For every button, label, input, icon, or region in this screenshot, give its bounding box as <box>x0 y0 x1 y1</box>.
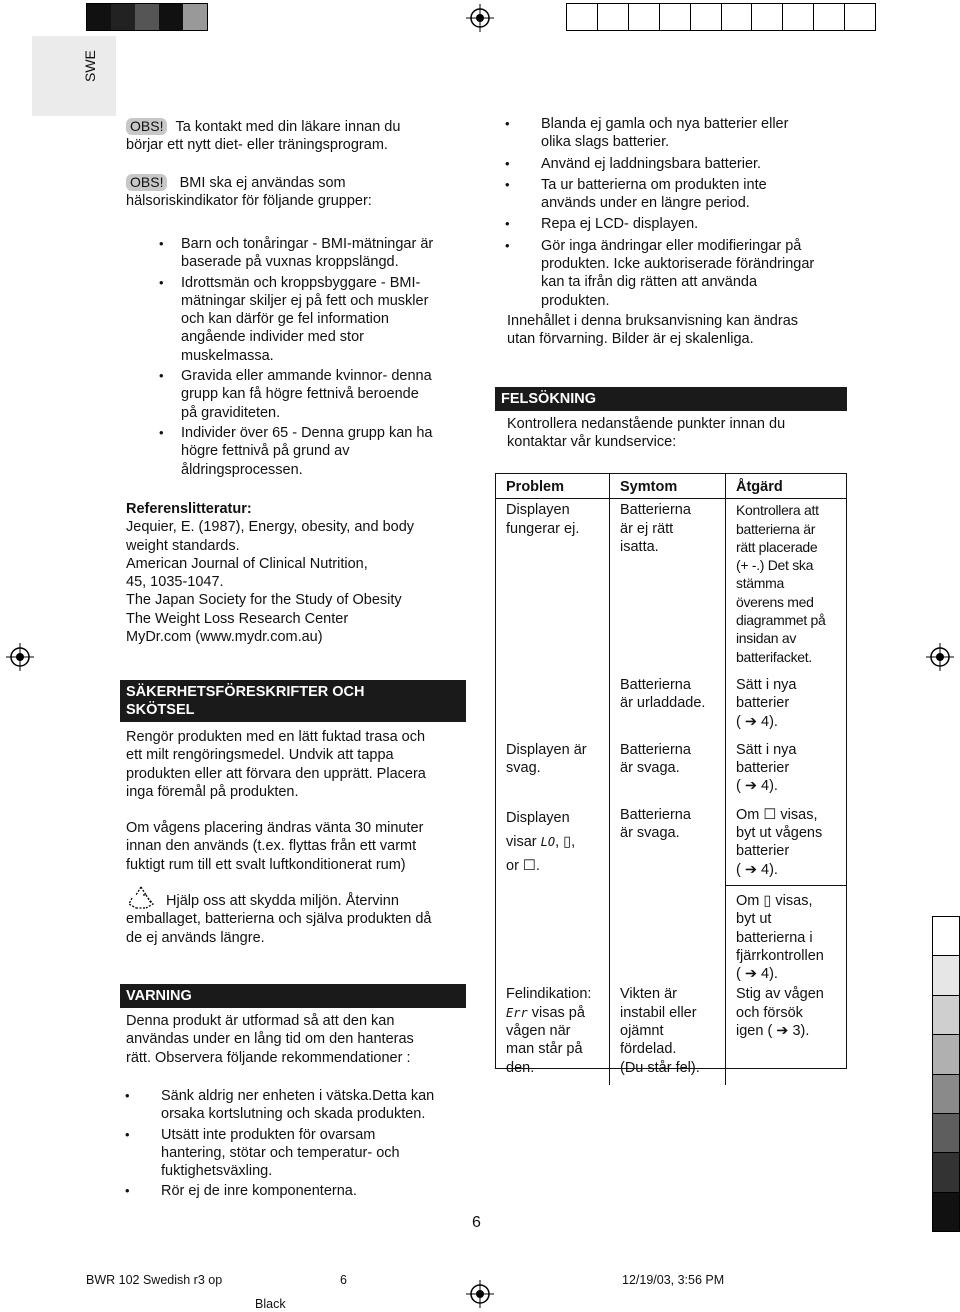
obs2-line2: hälsoriskindikator för följande grupper: <box>126 193 372 210</box>
lcd-err-icon: Err <box>506 1005 528 1020</box>
list-item: • Repa ej LCD- displayen. <box>505 216 699 233</box>
warning-list <box>125 1087 461 1201</box>
list-item: • Gör inga ändringar eller modifieringar på produkten. Icke auktoriserade förändringar kan ta ifrån dig rätten att använda produkten. <box>505 237 815 309</box>
registration-mark-right <box>926 643 954 671</box>
list-item: • Individer över 65 - Denna grupp kan ha högre fettnivå på grund av åldringsprocessen. <box>159 424 433 478</box>
language-tab <box>32 36 116 116</box>
safety-section-header: SÄKERHETSFÖRESKRIFTER OCH SKÖTSEL <box>120 680 466 722</box>
column-header-problem: Problem <box>496 474 610 499</box>
page-number: 6 <box>472 1214 481 1231</box>
obs-note-2 <box>126 174 466 211</box>
warning-section-header: VARNING <box>120 984 466 1008</box>
top-color-bar-right <box>566 3 876 31</box>
bmi-groups-list <box>159 235 471 479</box>
column-header-symptom: Symtom <box>610 474 726 499</box>
table-row: Displayen fungerar ej. Batterierna är ej rätt isatta. Kontrollera att batterierna är rätt placerade (+ -.) Det ska stämma överens med diagrammet på insidan av batterifacket. <box>496 499 846 674</box>
list-item: • Utsätt inte produkten för ovarsam hantering, stötar och temperatur- och fuktighetsväxling. <box>125 1126 400 1180</box>
references: Referenslitteratur: Jequier, E. (1987), Energy, obesity, and body weight standards. American Journal of Clinical Nutrition, 45, 1035-1047. The Japan Society for the Study of Obesity The Weight Loss Research Center MyDr.com (www.mydr.com.au) <box>126 500 466 646</box>
scale-battery-icon: ☐ <box>763 806 777 823</box>
scale-battery-icon: ☐ <box>522 857 536 874</box>
battery-list <box>505 115 861 310</box>
top-color-bar-left <box>86 3 208 31</box>
table-row: Batterierna är urladdade. Sätt i nya batterier ( ➔ 4). <box>496 674 846 739</box>
list-item: • Använd ej laddningsbara batterier. <box>505 155 762 172</box>
warning-text: Denna produkt är utformad så att den kan användas under en lång tid om den hanteras rätt. Observera följande rekommendationer : <box>126 1013 414 1066</box>
list-item: • Blanda ej gamla och nya batterier eller olika slags batterier. <box>505 116 789 151</box>
safety-paragraph-1: Rengör produkten med en lätt fuktad trasa och ett milt rengöringsmedel. Undvik att tappa produkten eller att förvara den upprätt. Placera inga föremål på produkten. <box>126 729 426 800</box>
troubleshooting-intro: Kontrollera nedanstående punkter innan du kontaktar vår kundservice: <box>507 416 786 451</box>
safety-paragraph-2: Om vågens placering ändras vänta 30 minuter innan den används (t.ex. flyttas från ett varmt fuktigt rum till ett svalt luftkonditionerat rum) <box>126 820 424 873</box>
obs1-line1: Ta kontakt med din läkare innan du <box>175 119 401 135</box>
list-item: • Sänk aldrig ner enheten i vätska.Detta kan orsaka kortslutning och skada produkten. <box>125 1088 435 1123</box>
side-color-bar <box>932 916 960 1232</box>
obs2-line1: BMI ska ej användas som <box>179 175 346 191</box>
footer-page: 6 <box>340 1273 347 1287</box>
registration-mark-bottom <box>466 1280 494 1308</box>
obs-badge: OBS! <box>126 174 167 191</box>
list-item: • Idrottsmän och kroppsbyggare - BMI- mätningar skiljer ej på fett och muskler och kan därför ge fel information angående individer med stor muskelmassa. <box>159 274 429 364</box>
obs-note-1 <box>126 118 466 155</box>
notice-text: Innehållet i denna bruksanvisning kan ändras utan förvarning. Bilder är ej skalenliga. <box>507 313 799 348</box>
table-row: Displayen visar LO, ▯, or ☐. Batterierna är svaga. Om ☐ visas, byt ut vågens batterier ( ➔ 4). Om ▯ visas, byt ut batterierna i fjärrkontrollen ( ➔ 4). <box>496 804 846 984</box>
obs1-line2: börjar ett nytt diet- eller träningsprogram. <box>126 137 388 154</box>
column-header-action: Åtgärd <box>726 474 847 499</box>
remote-battery-icon: ▯ <box>563 833 572 850</box>
registration-mark-top <box>466 4 494 32</box>
obs-badge: OBS! <box>126 118 167 135</box>
references-title: Referenslitteratur: <box>126 501 252 517</box>
list-item: • Ta ur batterierna om produkten inte används under en längre period. <box>505 176 767 212</box>
list-item: • Barn och tonåringar - BMI-mätningar är baserade på vuxnas kroppslängd. <box>159 236 434 271</box>
troubleshooting-header: FELSÖKNING <box>495 387 847 411</box>
footer-color: Black <box>255 1297 286 1311</box>
footer-date: 12/19/03, 3:56 PM <box>622 1273 725 1287</box>
lcd-lo-icon: LO <box>540 834 556 849</box>
recycle-text: Hjälp oss att skydda miljön. Återvinn emballaget, batterierna och själva produkten då de ej används längre. <box>126 893 432 946</box>
remote-battery-icon: ▯ <box>763 892 772 909</box>
list-item: • Gravida eller ammande kvinnor- denna grupp kan få högre fettnivå beroende på graviditeten. <box>159 368 432 421</box>
table-row: Felindikation: Err visas på vågen när man står på den. Vikten är instabil eller ojämnt fördelad. (Du står fel). Stig av vågen och försök igen ( ➔ 3). <box>496 983 846 1084</box>
troubleshooting-table <box>495 473 847 1076</box>
footer-file: BWR 102 Swedish r3 op <box>86 1273 223 1287</box>
language-tab-label: SWE <box>82 50 98 82</box>
list-item: • Rör ej de inre komponenterna. <box>125 1183 357 1200</box>
table-row: Displayen är svag. Batterierna är svaga. Sätt i nya batterier ( ➔ 4). <box>496 739 846 804</box>
registration-mark-left <box>6 643 34 671</box>
